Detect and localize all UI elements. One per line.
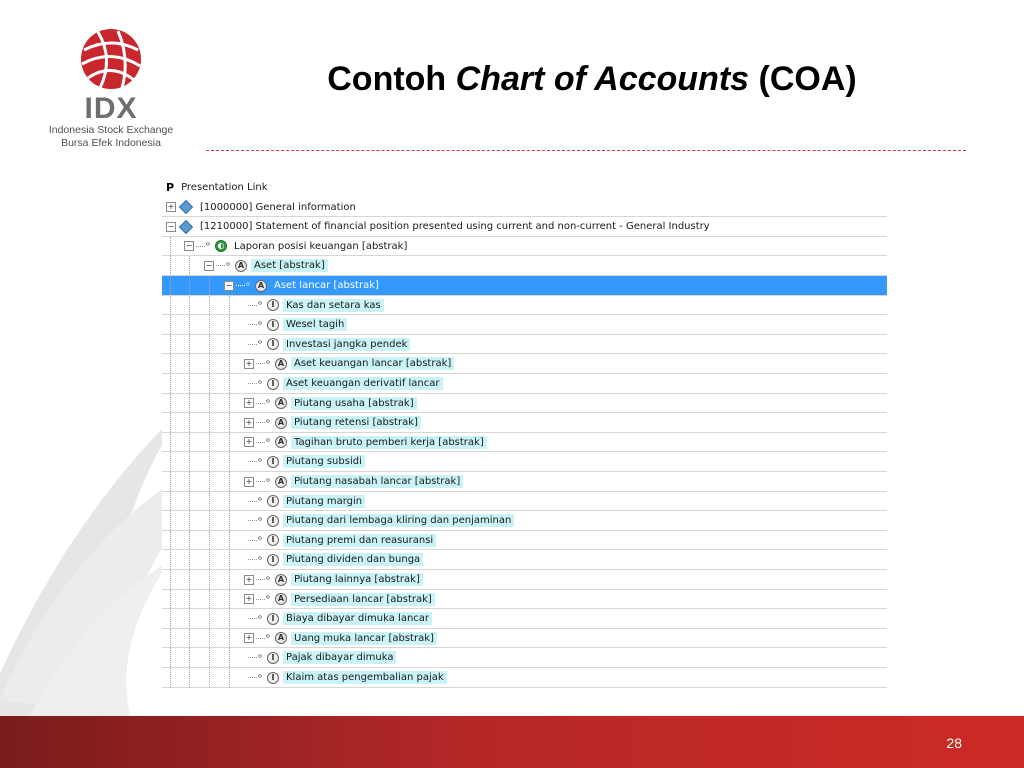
item-icon: I [267, 319, 279, 331]
item-icon: I [267, 613, 279, 625]
collapse-icon[interactable]: − [185, 241, 193, 251]
tree-row[interactable] [162, 394, 887, 414]
logo-subtitle-1: Indonesia Stock Exchange [48, 124, 174, 136]
abstract-icon: A [275, 476, 287, 488]
link-icon: ᵒ [258, 672, 263, 684]
link-icon: ᵒ [226, 260, 231, 272]
link-icon: ᵒ [206, 241, 211, 253]
logo-subtitle-2: Bursa Efek Indonesia [61, 137, 161, 149]
tree-row[interactable] [162, 511, 887, 531]
tree-node-label: Piutang lainnya [abstrak] [291, 573, 423, 586]
item-icon: I [267, 495, 279, 507]
link-icon: ᵒ [258, 456, 263, 468]
tree-node-label: Persediaan lancar [abstrak] [291, 593, 435, 606]
abstract-icon: A [275, 358, 287, 370]
title-divider [206, 150, 966, 151]
tree-header [162, 178, 887, 198]
abstract-icon: A [275, 417, 287, 429]
tree-row[interactable] [162, 335, 887, 355]
tree-node-label: Wesel tagih [283, 318, 347, 331]
tree-node-label: Piutang margin [283, 495, 365, 508]
tree-node-label: [1210000] Statement of financial position presented using current and non-current - General Industry [200, 221, 710, 233]
tree-row[interactable] [162, 531, 887, 551]
abstract-icon: A [235, 260, 247, 272]
link-icon: ᵒ [266, 633, 271, 645]
tree-node-label: Tagihan bruto pemberi kerja [abstrak] [291, 436, 487, 449]
tree-node-label: Laporan posisi keuangan [abstrak] [234, 240, 408, 252]
abstract-icon: A [275, 593, 287, 605]
link-icon: ᵒ [258, 515, 263, 527]
tree-row[interactable] [162, 296, 887, 316]
logo-name: IDX [84, 92, 138, 125]
link-icon: ᵒ [258, 613, 263, 625]
link-icon: ᵒ [266, 398, 271, 410]
tree-row[interactable] [162, 609, 887, 629]
tree-row[interactable] [162, 629, 887, 649]
link-icon: ᵒ [266, 574, 271, 586]
collapse-icon[interactable]: − [205, 260, 213, 270]
tree-node-label: Aset keuangan derivatif lancar [283, 377, 443, 390]
link-icon: ᵒ [266, 437, 271, 449]
tree-row[interactable] [162, 668, 887, 688]
expand-icon[interactable]: + [167, 202, 175, 212]
tree-row[interactable] [162, 374, 887, 394]
tree-node-label: [1000000] General information [200, 201, 356, 213]
tree-node-label: Biaya dibayar dimuka lancar [283, 612, 432, 625]
link-icon: ᵒ [266, 476, 271, 488]
tree-node-label: Piutang nasabah lancar [abstrak] [291, 475, 463, 488]
expand-icon[interactable]: + [245, 574, 253, 584]
tree-node-label: Piutang premi dan reasuransi [283, 534, 436, 547]
expand-icon[interactable]: + [245, 476, 253, 486]
title-part-3: (COA) [749, 60, 857, 98]
statement-icon: ◐ [215, 240, 227, 252]
title-part-1: Contoh [327, 60, 456, 98]
collapse-icon[interactable]: − [225, 280, 233, 290]
link-icon: ᵒ [258, 652, 263, 664]
tree-node-label: Uang muka lancar [abstrak] [291, 632, 437, 645]
tree-row[interactable] [162, 492, 887, 512]
tree-node-label: Piutang subsidi [283, 455, 365, 468]
tree-row[interactable] [162, 413, 887, 433]
link-icon: ᵒ [246, 280, 251, 292]
item-icon: I [267, 378, 279, 390]
diamond-icon [179, 220, 193, 234]
slide-title [0, 60, 1024, 99]
tree-node-label: Aset lancar [abstrak] [274, 280, 379, 291]
tree-row[interactable] [162, 256, 887, 276]
diamond-icon [179, 200, 193, 214]
tree-node-label: Investasi jangka pendek [283, 338, 410, 351]
tree-row[interactable] [162, 452, 887, 472]
expand-icon[interactable]: + [245, 398, 253, 408]
item-icon: I [267, 672, 279, 684]
presentation-icon: P [166, 181, 175, 194]
link-icon: ᵒ [258, 300, 263, 312]
collapse-icon[interactable]: − [167, 221, 175, 231]
tree-row[interactable] [162, 570, 887, 590]
tree-row[interactable] [162, 472, 887, 492]
link-icon: ᵒ [258, 319, 263, 331]
footer-bar [0, 716, 1024, 768]
abstract-icon: A [275, 397, 287, 409]
tree-row[interactable] [162, 550, 887, 570]
tree-row[interactable] [162, 354, 887, 374]
link-icon: ᵒ [258, 554, 263, 566]
tree-node-label: Aset keuangan lancar [abstrak] [291, 357, 454, 370]
presentation-link-tree[interactable] [162, 178, 887, 694]
link-icon: ᵒ [266, 594, 271, 606]
item-icon: I [267, 554, 279, 566]
link-icon: ᵒ [266, 358, 271, 370]
expand-icon[interactable]: + [245, 594, 253, 604]
abstract-icon: A [275, 632, 287, 644]
tree-node-label: Aset [abstrak] [251, 259, 328, 272]
link-icon: ᵒ [258, 339, 263, 351]
abstract-icon: A [255, 280, 267, 292]
link-icon: ᵒ [258, 378, 263, 390]
item-icon: I [267, 534, 279, 546]
link-icon: ᵒ [258, 535, 263, 547]
tree-row[interactable] [162, 433, 887, 453]
abstract-icon: A [275, 436, 287, 448]
tree-row[interactable] [162, 590, 887, 610]
tree-row[interactable] [162, 217, 887, 237]
tree-header-label: Presentation Link [181, 182, 268, 193]
title-part-2: Chart of Accounts [455, 60, 750, 98]
item-icon: I [267, 456, 279, 468]
item-icon: I [267, 299, 279, 311]
expand-icon[interactable]: + [245, 437, 253, 447]
page-number: 28 [946, 735, 962, 751]
tree-row-selected[interactable] [162, 276, 887, 296]
link-icon: ᵒ [266, 417, 271, 429]
tree-node-label: Klaim atas pengembalian pajak [283, 671, 447, 684]
expand-icon[interactable]: + [245, 358, 253, 368]
item-icon: I [267, 338, 279, 350]
abstract-icon: A [275, 574, 287, 586]
tree-node-label: Piutang retensi [abstrak] [291, 416, 421, 429]
tree-node-label: Piutang usaha [abstrak] [291, 397, 417, 410]
tree-row[interactable] [162, 198, 887, 218]
tree-node-label: Kas dan setara kas [283, 299, 384, 312]
tree-row[interactable] [162, 315, 887, 335]
link-icon: ᵒ [258, 496, 263, 508]
tree-row[interactable] [162, 648, 887, 668]
item-icon: I [267, 515, 279, 527]
item-icon: I [267, 652, 279, 664]
tree-node-label: Piutang dividen dan bunga [283, 553, 423, 566]
expand-icon[interactable]: + [245, 417, 253, 427]
tree-node-label: Pajak dibayar dimuka [283, 651, 396, 664]
tree-node-label: Piutang dari lembaga kliring dan penjaminan [283, 514, 514, 527]
tree-row[interactable] [162, 237, 887, 257]
expand-icon[interactable]: + [245, 633, 253, 643]
